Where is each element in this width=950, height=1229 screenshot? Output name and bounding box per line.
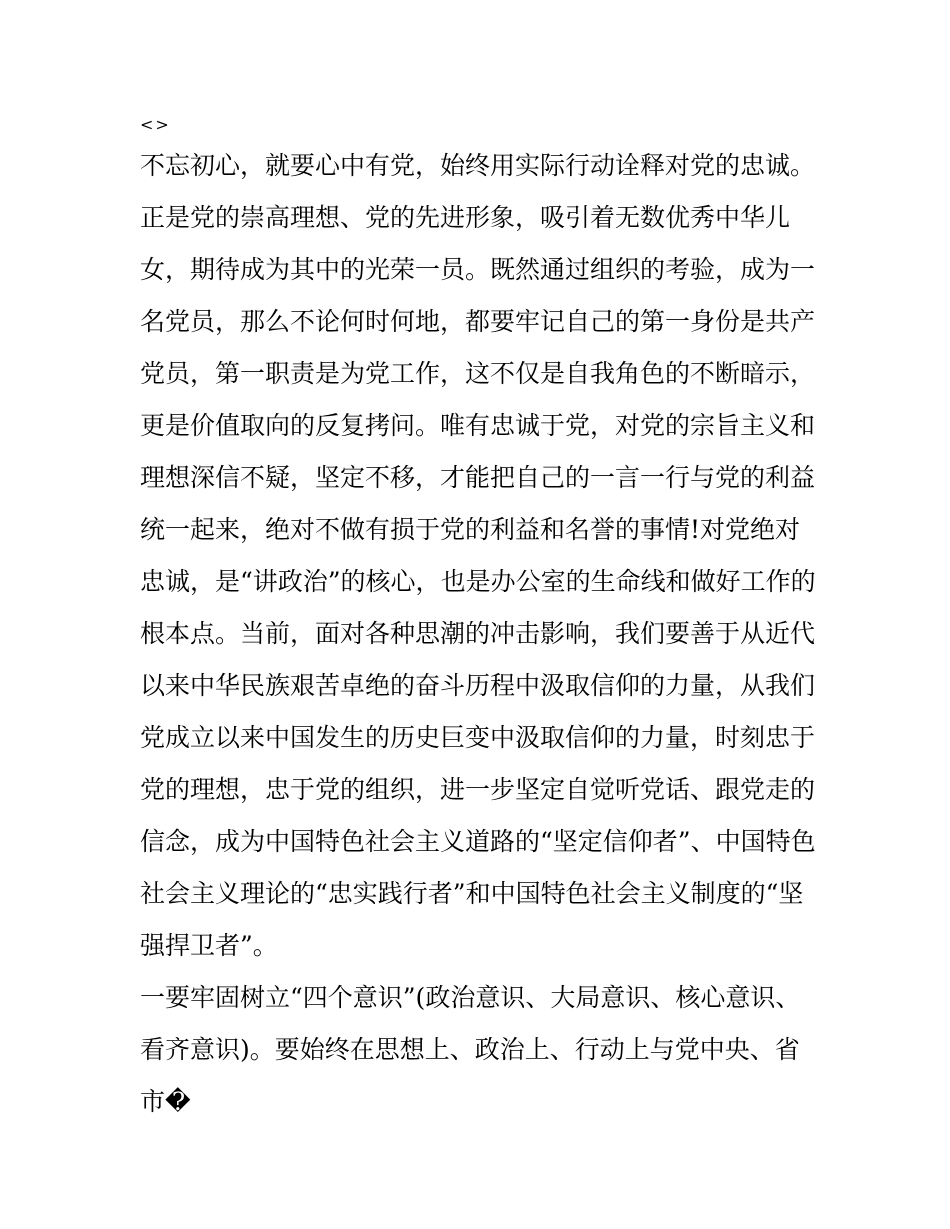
text-line: 一要牢固树立“四个意识”(政治意识、大局意识、核心意识、 bbox=[140, 983, 801, 1012]
text-line: 党的理想，忠于党的组织，进一步坚定自觉听党话、跟党走的 bbox=[140, 775, 816, 804]
paragraph-2 bbox=[140, 972, 820, 1128]
text-line: 不忘初心，就要心中有党，始终用实际行动诠释对党的忠诚。 bbox=[140, 151, 816, 180]
text-line: 信念，成为中国特色社会主义道路的“坚定信仰者”、中国特色 bbox=[140, 827, 816, 856]
text-line: 看齐意识)。要始终在思想上、政治上、行动上与党中央、省 bbox=[140, 1035, 800, 1064]
text-line: 根本点。当前，面对各种思潮的冲击影响，我们要善于从近代 bbox=[140, 619, 816, 648]
text-line: 以来中华民族艰苦卓绝的奋斗历程中汲取信仰的力量，从我们 bbox=[140, 671, 816, 700]
text-line: 更是价值取向的反复拷问。唯有忠诚于党，对党的宗旨主义和 bbox=[140, 411, 816, 440]
text-line: 党员，第一职责是为党工作，这不仅是自我角色的不断暗示， bbox=[140, 359, 816, 388]
text-line: 女，期待成为其中的光荣一员。既然通过组织的考验，成为一 bbox=[140, 255, 816, 284]
paragraph-1 bbox=[140, 140, 820, 972]
document-body bbox=[140, 110, 820, 1128]
text-line: 正是党的崇高理想、党的先进形象，吸引着无数优秀中华儿 bbox=[140, 203, 791, 232]
text-line: 统一起来，绝对不做有损于党的利益和名誉的事情!对党绝对 bbox=[140, 515, 801, 544]
text-line: 党成立以来中国发生的历史巨变中汲取信仰的力量，时刻忠于 bbox=[140, 723, 816, 752]
text-line: 市� bbox=[140, 1087, 191, 1116]
text-line: 社会主义理论的“忠实践行者”和中国特色社会主义制度的“坚 bbox=[140, 879, 804, 908]
text-line: 强捍卫者”。 bbox=[140, 931, 278, 960]
text-line: 理想深信不疑，坚定不移，才能把自己的一言一行与党的利益 bbox=[140, 463, 816, 492]
text-line: 名党员，那么不论何时何地，都要牢记自己的第一身份是共产 bbox=[140, 307, 816, 336]
text-line: 忠诚，是“讲政治”的核心，也是办公室的生命线和做好工作的 bbox=[140, 567, 816, 596]
section-marker: <> bbox=[140, 115, 171, 134]
